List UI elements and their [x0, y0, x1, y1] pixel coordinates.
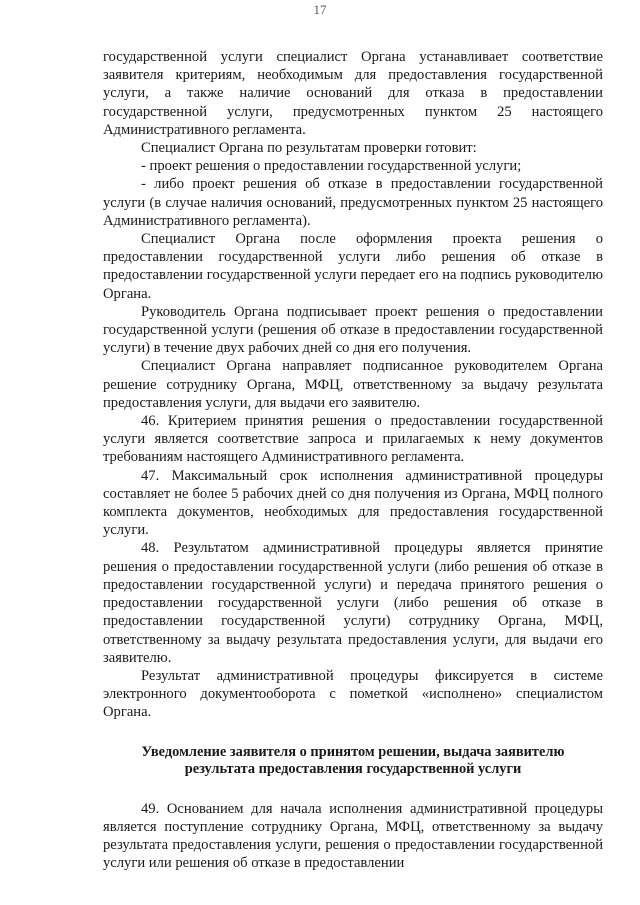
paragraph-46: 46. Критерием принятия решения о предоставлении государственной услуги является соответствие запроса и прилагаемых к нему документов требованиям настоящего Административного регламента.	[103, 413, 603, 466]
document-body	[103, 48, 603, 872]
paragraph-head-signs: Руководитель Органа подписывает проект решения о предоставлении государственной услуги (решения об отказе в предоставлении государственной услуги) в течение двух рабочих дней со дня его получения.	[103, 303, 603, 357]
paragraph-specialist-prepares: Специалист Органа по результатам проверки готовит:	[141, 140, 477, 157]
list-item-project-refusal: - либо проект решения об отказе в предоставлении государственной услуги (в случае наличия оснований, предусмотренных пунктом 25 настоящего Административного регламента).	[103, 176, 603, 229]
paragraph-49: 49. Основанием для начала исполнения административной процедуры является поступление сотруднику Органа, МФЦ, ответственному за выдачу результата предоставления услуги, решения о предоставлении государственной услуги или решения об отказе в предоставлении	[103, 800, 603, 872]
paragraph-result-recorded: Результат административной процедуры фиксируется в системе электронного документооборота с пометкой «исполнено» специалистом Органа.	[103, 667, 603, 721]
paragraph-specialist-transfers: Специалист Органа после оформления проекта решения о предоставлении государственной услуги либо решения об отказе в предоставлении государственной услуги передает его на подпись руководителю Органа.	[103, 231, 603, 302]
paragraph-47: 47. Максимальный срок исполнения административной процедуры составляет не более 5 рабочих дней со дня получения из Органа, МФЦ полного комплекта документов, необходимых для предоставления государственной услуги.	[103, 467, 603, 539]
paragraph-continuation: государственной услуги специалист Органа устанавливает соответствие заявителя критериям, необходимым для предоставления государственной услуги, а также наличие оснований для отказа в предоставлении государственной услуги, предусмотренных пунктом 25 настоящего Административного регламента.	[103, 49, 603, 138]
list-item-project-grant: - проект решения о предоставлении государственной услуги;	[141, 158, 522, 175]
paragraph-specialist-sends: Специалист Органа направляет подписанное руководителем Органа решение сотруднику Органа, МФЦ, ответственному за выдачу результата предоставления услуги, для выдачи его заявителю.	[103, 358, 603, 411]
page-number: 17	[313, 2, 327, 17]
paragraph-48: 48. Результатом административной процедуры является принятие решения о предоставлении государственной услуги (либо решения об отказе в предоставлении государственной услуги) и передача принятого решения о предоставлении государственной услуги (либо решения об отказе в предоставлении государственной услуги) сотруднику Органа, МФЦ, ответственному за выдачу результата предоставления услуги, для выдачи его заявителю.	[103, 540, 603, 666]
section-heading: Уведомление заявителя о принятом решении, выдача заявителю результата предоставления государственной услуги	[141, 743, 565, 777]
